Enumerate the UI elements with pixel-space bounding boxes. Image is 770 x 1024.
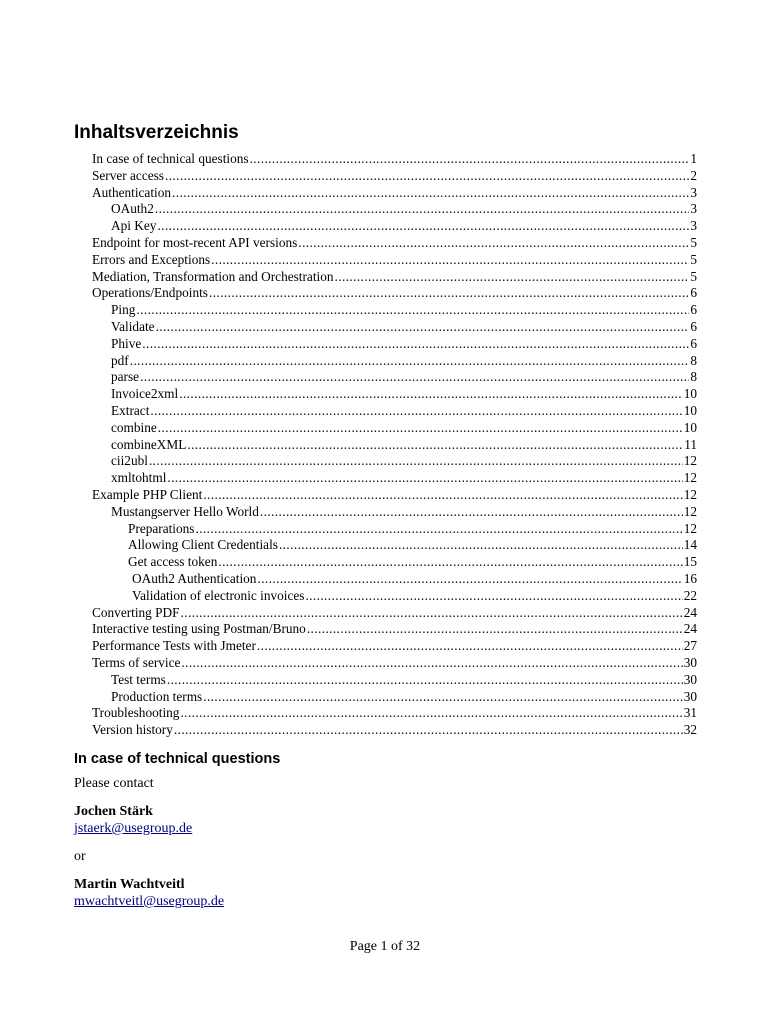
toc-entry-label: OAuth2 [111,201,154,217]
toc-entry-label: Api Key [111,218,157,234]
toc-entry-label: Validation of electronic invoices [132,587,305,603]
toc-dot-leader [167,470,682,487]
toc-entry-page: 12 [683,520,697,536]
toc-entry-page: 30 [683,654,697,670]
toc-entry[interactable] [92,185,697,202]
toc-entry[interactable] [92,386,697,403]
toc-entry-page: 14 [683,537,697,553]
toc-entry-label: Mediation, Transformation and Orchestration [92,268,334,284]
toc-entry-label: Troubleshooting [92,705,180,721]
toc-entry-label: Validate [111,318,155,334]
table-of-contents [92,151,697,739]
toc-entry[interactable] [92,571,697,588]
toc-dot-leader [195,521,682,538]
toc-entry-label: Production terms [111,688,203,704]
toc-entry[interactable] [92,437,697,454]
toc-entry-page: 10 [683,419,697,435]
toc-entry-page: 10 [683,386,697,402]
toc-entry-label: Server access [92,167,164,183]
toc-entry[interactable] [92,285,697,302]
toc-dot-leader [298,235,689,252]
toc-entry[interactable] [92,235,697,252]
toc-entry-label: Extract [111,402,150,418]
contact-name-2: Martin Wachtveitl [74,877,185,892]
toc-dot-leader [136,302,689,319]
toc-entry[interactable] [92,302,697,319]
toc-entry-page: 12 [683,486,697,502]
toc-entry-label: pdf [111,352,129,368]
toc-entry-label: Ping [111,302,136,318]
toc-entry-page: 24 [683,604,697,620]
toc-entry-page: 6 [690,335,697,351]
toc-entry[interactable] [92,655,697,672]
toc-entry[interactable] [92,722,697,739]
toc-entry-page: 6 [690,318,697,334]
toc-dot-leader [218,554,682,571]
contact-email-2[interactable]: mwachtveitl@usegroup.de [74,894,225,909]
toc-entry-label: combine [111,419,157,435]
toc-entry-label: Endpoint for most-recent API versions [92,234,298,250]
toc-entry-label: Mustangserver Hello World [111,503,259,519]
intro-text: Please contact [74,776,154,791]
toc-entry-page: 3 [690,201,697,217]
toc-dot-leader [211,252,689,269]
toc-entry[interactable] [92,621,697,638]
toc-entry-label: xmltohtml [111,470,167,486]
toc-dot-leader [257,638,683,655]
toc-entry[interactable] [92,470,697,487]
toc-dot-leader [155,201,689,218]
contact-name-1: Jochen Stärk [74,804,153,819]
toc-dot-leader [174,722,683,739]
toc-entry-page: 11 [684,436,697,452]
toc-entry-page: 10 [683,402,697,418]
toc-entry[interactable] [92,319,697,336]
toc-entry[interactable] [92,336,697,353]
toc-entry-page: 8 [690,369,697,385]
toc-entry-page: 8 [690,352,697,368]
toc-entry[interactable] [92,638,697,655]
toc-entry-label: Get access token [128,554,218,570]
toc-dot-leader [130,353,690,370]
or-separator: or [74,849,86,864]
toc-entry-page: 32 [683,722,697,738]
contact-email-2-line [74,893,224,910]
toc-entry-label: Performance Tests with Jmeter [92,638,256,654]
toc-dot-leader [140,369,689,386]
toc-dot-leader [260,504,683,521]
toc-entry-page: 22 [683,587,697,603]
toc-entry[interactable] [92,453,697,470]
toc-entry-label: parse [111,369,140,385]
toc-entry-label: combineXML [111,436,187,452]
contact-email-1-line [74,820,192,837]
toc-entry[interactable] [92,689,697,706]
toc-dot-leader [335,269,690,286]
toc-dot-leader [305,588,682,605]
toc-entry-label: OAuth2 Authentication [132,570,257,586]
toc-entry-page: 5 [690,251,697,267]
toc-entry-label: Preparations [128,520,195,536]
toc-entry-page: 15 [683,554,697,570]
toc-dot-leader [157,218,689,235]
toc-entry-page: 2 [690,167,697,183]
toc-entry-label: Errors and Exceptions [92,251,211,267]
toc-entry-page: 6 [690,302,697,318]
toc-entry-label: Allowing Client Credentials [128,537,278,553]
toc-entry-page: 16 [683,570,697,586]
toc-dot-leader [150,403,682,420]
toc-entry[interactable] [92,420,697,437]
toc-entry-page: 12 [683,470,697,486]
toc-dot-leader [142,336,689,353]
toc-entry-label: Operations/Endpoints [92,285,208,301]
toc-entry[interactable] [92,269,697,286]
toc-dot-leader [181,655,682,672]
toc-entry-page: 30 [683,688,697,704]
toc-entry[interactable] [92,504,697,521]
toc-entry-page: 31 [683,705,697,721]
toc-entry[interactable] [92,201,697,218]
toc-entry-page: 27 [683,638,697,654]
toc-title: Inhaltsverzeichnis [74,122,239,143]
toc-dot-leader [203,689,682,706]
toc-entry-page: 1 [690,151,697,166]
page-number-footer: Page 1 of 32 [349,939,421,954]
toc-dot-leader [209,285,689,302]
toc-entry-label: cii2ubl [111,453,148,469]
toc-entry-page: 12 [683,453,697,469]
toc-entry-page: 6 [690,285,697,301]
toc-dot-leader [172,185,689,202]
toc-entry-page: 3 [690,218,697,234]
toc-entry-label: Example PHP Client [92,486,203,502]
toc-entry-page: 24 [683,621,697,637]
toc-dot-leader [181,605,683,622]
section-heading: In case of technical questions [74,751,281,767]
toc-entry-page: 30 [683,671,697,687]
toc-dot-leader [180,705,682,722]
toc-entry[interactable] [92,151,697,168]
toc-dot-leader [257,571,682,588]
toc-dot-leader [156,319,690,336]
contact-email-1[interactable]: jstaerk@usegroup.de [74,821,193,836]
toc-dot-leader [187,437,683,454]
toc-entry[interactable] [92,369,697,386]
toc-entry[interactable] [92,554,697,571]
toc-entry-label: Test terms [111,671,166,687]
toc-dot-leader [179,386,682,403]
toc-entry[interactable] [92,588,697,605]
toc-entry-label: Terms of service [92,654,181,670]
toc-entry[interactable] [92,252,697,269]
toc-entry-label: Converting PDF [92,604,180,620]
toc-dot-leader [158,420,683,437]
toc-entry-label: Authentication [92,184,172,200]
toc-dot-leader [165,168,689,185]
toc-entry[interactable] [92,672,697,689]
toc-entry-page: 5 [690,234,697,250]
toc-entry[interactable] [92,403,697,420]
toc-entry[interactable] [92,605,697,622]
toc-entry-label: Version history [92,722,173,738]
toc-entry-page: 3 [690,184,697,200]
toc-dot-leader [203,487,682,504]
toc-entry-page: 12 [683,503,697,519]
toc-entry[interactable] [92,537,697,554]
toc-entry[interactable] [92,168,697,185]
toc-entry-label: In case of technical questions [92,151,249,166]
toc-dot-leader [250,151,690,168]
toc-dot-leader [149,453,683,470]
toc-entry-label: Phive [111,335,142,351]
toc-entry[interactable] [92,218,697,235]
toc-entry-label: Invoice2xml [111,386,179,402]
toc-dot-leader [167,672,683,689]
toc-entry[interactable] [92,353,697,370]
toc-entry[interactable] [92,705,697,722]
toc-entry[interactable] [92,487,697,504]
toc-dot-leader [279,537,683,554]
toc-dot-leader [307,621,683,638]
toc-entry-label: Interactive testing using Postman/Bruno [92,621,306,637]
toc-entry[interactable] [92,521,697,538]
toc-entry-page: 5 [690,268,697,284]
